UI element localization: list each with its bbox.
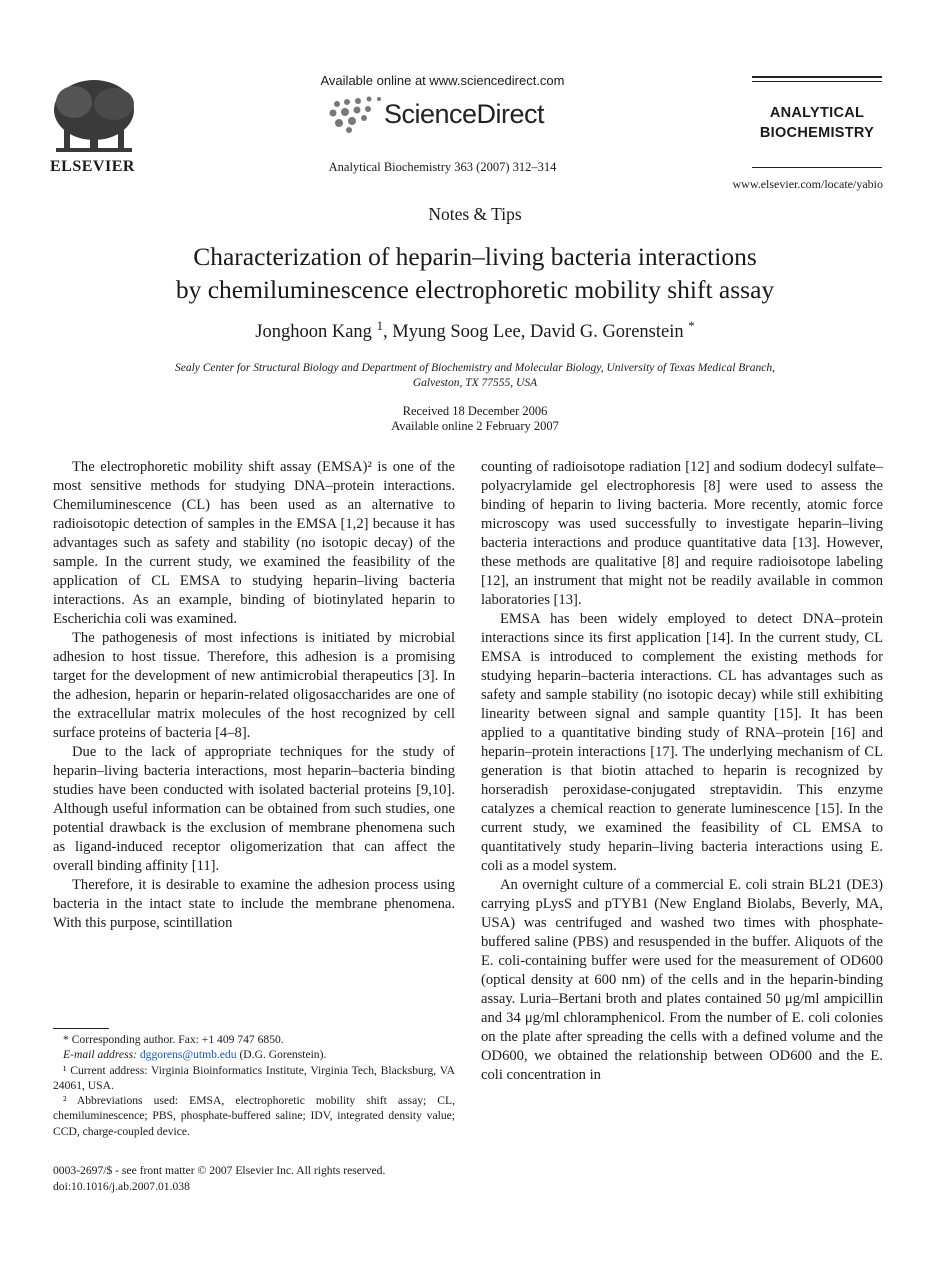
paragraph: An overnight culture of a commercial E. coli strain BL21 (DE3) carrying pLysS and pTYB1 (New England Biolabs, Beverly, MA, USA) was centrifuged and washed two times with phosphate-buffered saline (PBS) and resuspended in the buffer. Aliquots of the E. coli-containing buffer were used for the measurement of OD600 (optical density at 600 nm) of the cells and in the heparin-binding assay. Luria–Bertani broth and plates contained 50 μg/ml ampicillin and 34 μg/ml chloramphenicol. From the number of E. coli colonies on the plate after spreading the cells with a defined volume and the OD600, we obtained the relationship between OD600 and the E. coli concentration in — [481, 877, 883, 1083]
footnote-corresponding: * Corresponding author. Fax: +1 409 747 6850. — [63, 1033, 284, 1046]
email-suffix: (D.G. Gorenstein). — [239, 1048, 327, 1062]
email-link[interactable]: dggorens@utmb.edu — [139, 1048, 237, 1062]
header-rule-bottom — [752, 167, 882, 168]
footnote-1: ¹ Current address: Virginia Bioinformatics Institute, Virginia Tech, Blacksburg, VA 24061, USA. — [53, 1063, 455, 1092]
journal-title — [752, 103, 882, 143]
journal-url-link[interactable]: www.elsevier.com/locate/yabio — [732, 177, 883, 191]
article-dates — [60, 404, 890, 434]
sciencedirect-brand: ScienceDirect — [384, 99, 545, 129]
doi-link[interactable]: doi:10.1016/j.ab.2007.01.038 — [53, 1180, 190, 1193]
received-date: Received 18 December 2006 — [402, 404, 548, 418]
author-footnote-mark[interactable]: 1 — [376, 317, 384, 333]
issn-copyright: 0003-2697/$ - see front matter © 2007 Elsevier Inc. All rights reserved. — [53, 1164, 386, 1177]
body-column-left — [53, 458, 455, 933]
available-online-text: Available online at www.sciencedirect.com — [320, 73, 565, 88]
paragraph: Due to the lack of appropriate techniques for the study of heparin–living bacteria interactions, most heparin–bacteria binding studies have been conducted with isolated bacterial proteins [9,10]. Although useful information can be obtained from such studies, one potential drawback is the exclusion of membrane phenomena such as ligand-induced receptor oligomerization that can affect the overall binding affinity [11]. — [53, 744, 455, 874]
body-column-right — [481, 458, 883, 1085]
email-label: E-mail address: — [63, 1048, 137, 1062]
footnote-email — [53, 1047, 455, 1062]
author-list — [60, 317, 890, 343]
journal-title-line1: ANALYTICAL — [769, 105, 865, 121]
title-line2: by chemiluminescence electrophoretic mobility shift assay — [175, 275, 775, 304]
author-name: Jonghoon Kang — [255, 322, 372, 342]
affiliation — [80, 361, 870, 391]
copyright-block — [53, 1163, 473, 1195]
header-rule-thin — [752, 81, 882, 82]
affiliation-line1: Sealy Center for Structural Biology and Department of Biochemistry and Molecular Biology, University of Texas Medical Branch, — [174, 362, 776, 374]
journal-citation: Analytical Biochemistry 363 (2007) 312–314 — [328, 160, 557, 174]
title-line1: Characterization of heparin–living bacteria interactions — [193, 242, 757, 271]
affiliation-line2: Galveston, TX 77555, USA — [412, 377, 538, 389]
article-title — [60, 240, 890, 306]
paragraph: The electrophoretic mobility shift assay (EMSA)² is one of the most sensitive methods for studying DNA–protein interactions. Chemiluminescence (CL) has been used as an alternative to radioisotopic detection of samples in the EMSA [1,2] because it has advantages such as safety and stability (no isotopic decay) of the sample. In the current study, we examined the feasibility of the application of CL EMSA to studying heparin–living bacteria interactions. As an example, binding of biotinylated heparin to Escherichia coli was examined. — [53, 459, 455, 627]
paragraph: Therefore, it is desirable to examine the adhesion process using bacteria in the intact state to include the membrane phenomena. With this purpose, scintillation — [53, 877, 455, 931]
available-date: Available online 2 February 2007 — [391, 419, 559, 433]
header-rule — [752, 76, 882, 78]
paragraph: EMSA has been widely employed to detect DNA–protein interactions since its first application [14]. In the current study, CL EMSA is introduced to complement the existing methods for studying heparin–bacteria interactions. CL has advantages such as safety and sample stability (no isotopic decay) while still exhibiting linearity between signal and sample quantity [15]. It has been applied to a quantitative binding study of RNA–protein [16] and heparin–protein interactions [17]. The underlying mechanism of CL generation is that biotin attached to heparin is recognized by horseradish peroxidase-conjugated streptavidin. This enzyme catalyzes a chemical reaction to generate luminescence [15]. In the current study, we examined the feasibility of CL EMSA to quantitatively study heparin–living bacteria interactions using E. coli as a model system. — [481, 611, 883, 874]
corresponding-author-mark[interactable]: * — [688, 317, 695, 333]
publisher-name: ELSEVIER — [50, 158, 135, 175]
section-label: Notes & Tips — [428, 204, 522, 224]
paragraph: counting of radioisotope radiation [12] and sodium dodecyl sulfate–polyacrylamide gel electrophoresis [8] were used to assess the binding of heparin to living bacteria. More recently, atomic force microscopy was used successfully to investigate heparin–living bacteria interactions and produce quantitative data [13]. However, these methods are qualitative [8] and require radioisotope labeling [12], an instrument that might not be readily available in common laboratories [13]. — [481, 459, 883, 608]
footnotes — [53, 1032, 455, 1139]
footnote-2: ² Abbreviations used: EMSA, electrophoretic mobility shift assay; CL, chemiluminescence; PBS, phosphate-buffered saline; IDV, integrated density value; CCD, charge-coupled device. — [53, 1094, 455, 1138]
author-names-rest: , Myung Soog Lee, David G. Gorenstein — [383, 322, 684, 342]
journal-title-line2: BIOCHEMISTRY — [759, 125, 875, 141]
footnote-rule — [53, 1028, 109, 1029]
paragraph: The pathogenesis of most infections is initiated by microbial adhesion to host tissue. Therefore, this adhesion is a promising target for the development of new antimicrobial therapeutics [3]. In the adhesion, heparin or heparin-related oligosaccharides are one of the extracellular matrix molecules of the host recognized by cell surface proteins of bacteria [4–8]. — [53, 630, 455, 741]
